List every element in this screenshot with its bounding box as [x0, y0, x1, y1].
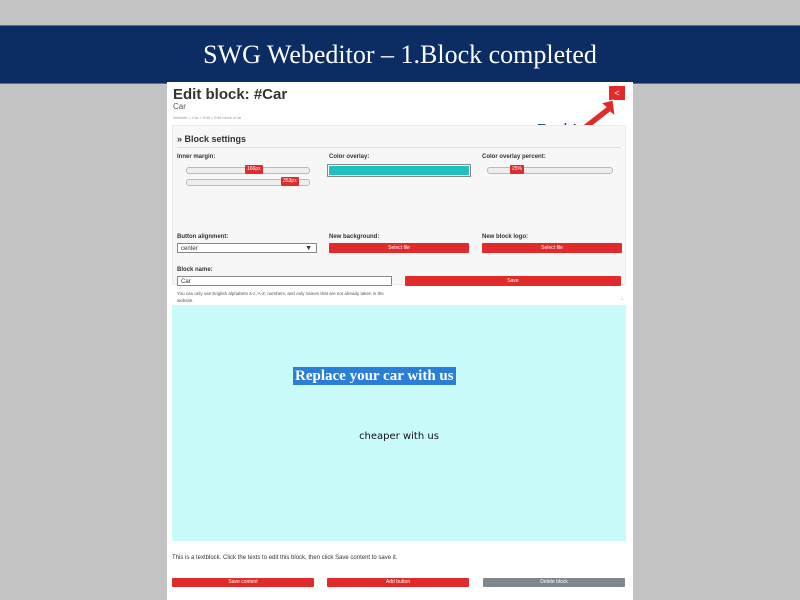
button-alignment-value: center [181, 246, 198, 252]
block-preview[interactable] [172, 305, 626, 541]
page-subtitle: Car [173, 102, 186, 111]
inner-margin-handle-1[interactable]: 166px [247, 166, 261, 172]
inner-margin-handle-2[interactable]: 353px [283, 178, 297, 184]
divider [177, 147, 621, 148]
overlay-percent-slider[interactable] [487, 167, 613, 174]
delete-block-button[interactable]: Delete block [483, 578, 625, 587]
editor-page [167, 82, 633, 600]
color-overlay-picker[interactable] [327, 164, 471, 177]
save-content-button[interactable]: Save content [172, 578, 314, 587]
block-settings-title: » Block settings [177, 134, 247, 144]
preview-subheading[interactable]: cheaper with us [359, 431, 439, 442]
save-button[interactable]: Save [405, 276, 621, 286]
overlay-percent-handle[interactable]: 25% [512, 166, 523, 172]
breadcrumb[interactable]: Website > Car > Edit > Edit block #Car [173, 115, 242, 120]
overlay-percent-label: Color overlay percent: [482, 154, 546, 160]
add-button-button[interactable]: Add button [327, 578, 469, 587]
chevron-down-icon: ▼ [305, 245, 312, 252]
new-logo-label: New block logo: [482, 234, 529, 240]
color-overlay-swatch [329, 166, 469, 175]
page-title: Edit block: #Car [173, 86, 288, 103]
slide-banner [0, 25, 800, 84]
inner-margin-label: Inner margin: [177, 154, 216, 160]
block-name-label: Block name: [177, 267, 213, 273]
info-text: This is a textblock. Click the texts to edit this block, then click Save content to save it. [172, 555, 398, 561]
resize-handle-icon[interactable]: ∟ [620, 296, 626, 302]
preview-heading[interactable]: Replace your car with us [295, 368, 454, 384]
button-alignment-label: Button alignment: [177, 234, 229, 240]
color-overlay-label: Color overlay: [329, 154, 370, 160]
inner-margin-slider-2[interactable] [186, 179, 310, 186]
new-background-label: New background: [329, 234, 380, 240]
select-logo-button[interactable]: Select file [482, 243, 622, 253]
back-button[interactable]: < [609, 86, 625, 100]
banner-title: SWG Webeditor – 1.Block completed [203, 39, 597, 69]
block-settings-panel [172, 125, 626, 303]
select-background-button[interactable]: Select file [329, 243, 469, 253]
block-name-hint: You can only use English alphabets a-z, A-Z, numbers, and only names that are not already taken in the website. [177, 291, 384, 303]
block-name-input[interactable]: Car [177, 276, 392, 286]
button-alignment-select[interactable] [177, 243, 317, 253]
inner-margin-slider-1[interactable] [186, 167, 310, 174]
